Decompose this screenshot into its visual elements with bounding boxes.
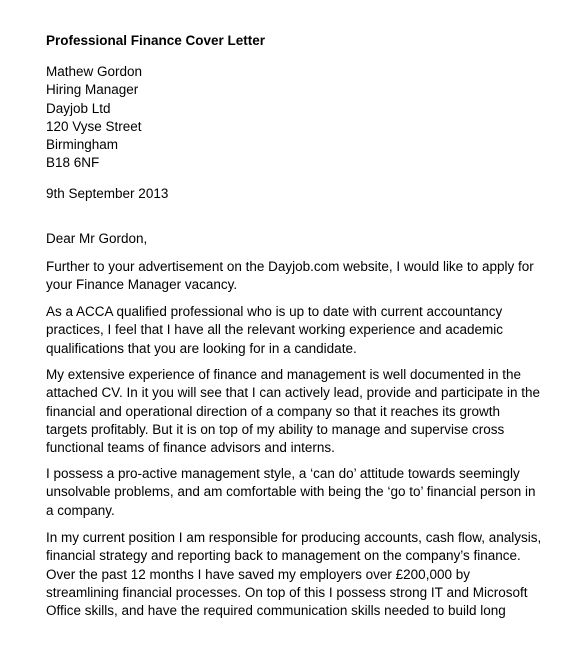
paragraph-line: Office skills, and have the required communication skills needed to build long	[46, 603, 506, 619]
paragraph-line: your Finance Manager vacancy.	[46, 277, 238, 293]
paragraph-line: As a ACCA qualified professional who is up to date with current accountancy	[46, 304, 503, 319]
paragraph-qualifications	[46, 303, 503, 358]
recipient-address	[46, 63, 142, 173]
address-line: Hiring Manager	[46, 82, 139, 98]
paragraph-experience	[46, 366, 540, 457]
paragraph-line: financial strategy and reporting back to management on the company’s finance.	[46, 548, 521, 564]
paragraph-line: In my current position I am responsible for producing accounts, cash flow, analysis,	[46, 530, 542, 545]
paragraph-line: qualifications that you are looking for in a candidate.	[46, 340, 357, 356]
address-line: B18 6NF	[46, 155, 100, 171]
paragraph-line: a company.	[46, 502, 115, 518]
salutation: Dear Mr Gordon,	[46, 231, 148, 246]
address-line: Dayjob Ltd	[46, 100, 111, 116]
paragraph-line: targets profitably. But it is on top of my ability to manage and supervise cross	[46, 421, 505, 437]
paragraph-management-style	[46, 465, 536, 520]
address-line: 120 Vyse Street	[46, 118, 142, 134]
paragraph-line: practices, I feel that I have all the relevant working experience and academic	[46, 322, 504, 338]
paragraph-line: streamlining financial processes. On top of this I possess strong IT and Microsoft	[46, 584, 528, 600]
paragraph-line: functional teams of finance advisors and interns.	[46, 440, 335, 456]
letter-date: 9th September 2013	[46, 186, 169, 201]
paragraph-line: attached CV. In it you will see that I can actively lead, provide and participate in the	[46, 385, 541, 401]
paragraph-line: I possess a pro-active management style, a ‘can do’ attitude towards seemingly	[46, 466, 520, 481]
paragraph-line: Over the past 12 months I have saved my employers over £200,000 by	[46, 566, 470, 582]
paragraph-line: financial and operational direction of a company so that it reaches its growth	[46, 403, 501, 419]
paragraph-intro	[46, 258, 534, 295]
document-title: Professional Finance Cover Letter	[46, 33, 266, 48]
paragraph-line: unsolvable problems, and am comfortable with being the ‘go to’ financial person in	[46, 484, 536, 500]
address-line: Mathew Gordon	[46, 64, 143, 79]
paragraph-line: My extensive experience of finance and management is well documented in the	[46, 367, 522, 382]
paragraph-line: Further to your advertisement on the Dayjob.com website, I would like to apply for	[46, 259, 534, 274]
address-line: Birmingham	[46, 137, 119, 153]
paragraph-current-position	[46, 529, 541, 620]
